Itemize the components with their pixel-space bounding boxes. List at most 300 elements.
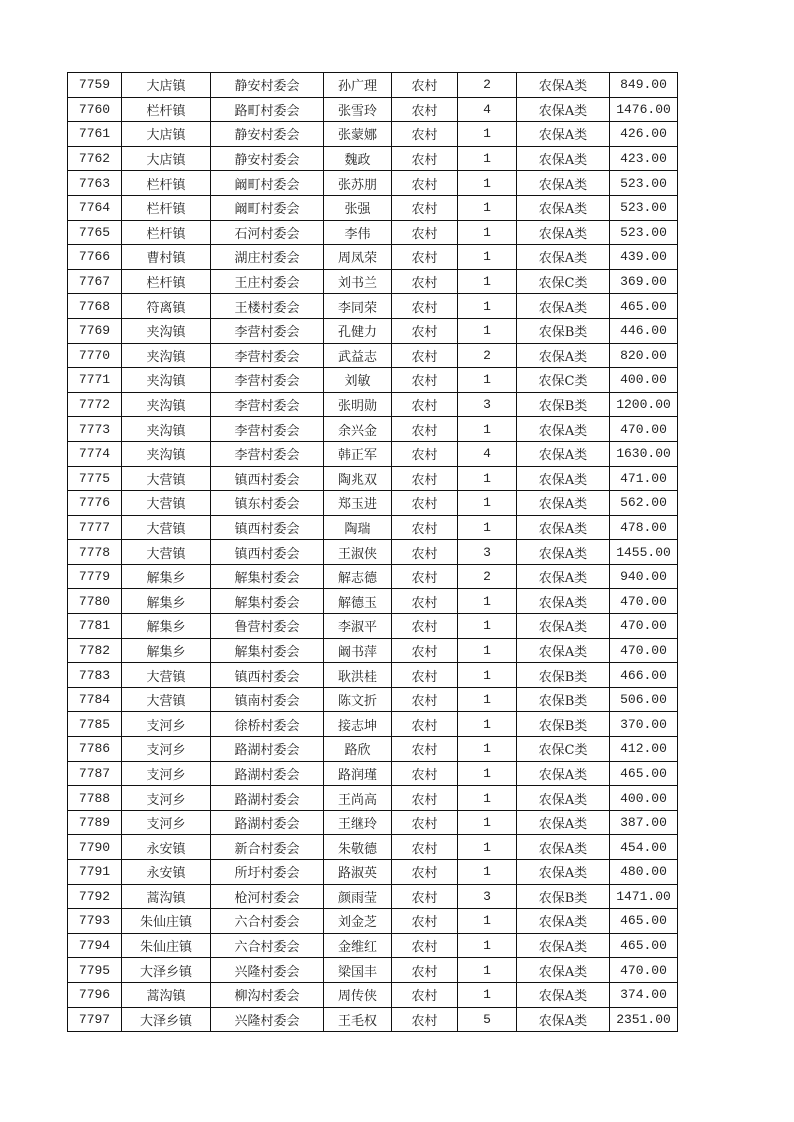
household-count-cell: 1 <box>458 466 517 491</box>
household-count-cell: 1 <box>458 810 517 835</box>
person-name-cell: 路欣 <box>324 737 392 762</box>
table-row <box>68 368 678 393</box>
village-committee-cell: 枪河村委会 <box>211 884 324 909</box>
village-committee-cell: 路湖村委会 <box>211 810 324 835</box>
amount-cell: 849.00 <box>610 73 678 98</box>
insurance-category-cell: 农保A类 <box>517 810 610 835</box>
person-name-cell: 王淑侠 <box>324 540 392 565</box>
table-row <box>68 245 678 270</box>
record-id-cell: 7778 <box>68 540 122 565</box>
town-cell: 蒿沟镇 <box>122 982 211 1007</box>
person-name-cell: 梁国丰 <box>324 958 392 983</box>
table-row <box>68 786 678 811</box>
insurance-category-cell: 农保A类 <box>517 441 610 466</box>
town-cell: 支河乡 <box>122 761 211 786</box>
household-count-cell: 1 <box>458 195 517 220</box>
insurance-category-cell: 农保A类 <box>517 614 610 639</box>
amount-cell: 400.00 <box>610 786 678 811</box>
household-count-cell: 1 <box>458 269 517 294</box>
person-name-cell: 张苏朋 <box>324 171 392 196</box>
amount-cell: 465.00 <box>610 761 678 786</box>
table-row <box>68 441 678 466</box>
town-cell: 解集乡 <box>122 589 211 614</box>
person-name-cell: 陈文折 <box>324 687 392 712</box>
town-cell: 夹沟镇 <box>122 392 211 417</box>
table-row <box>68 343 678 368</box>
record-id-cell: 7764 <box>68 195 122 220</box>
household-count-cell: 5 <box>458 1007 517 1032</box>
town-cell: 夹沟镇 <box>122 318 211 343</box>
table-row <box>68 884 678 909</box>
household-count-cell: 2 <box>458 343 517 368</box>
insurance-category-cell: 农保A类 <box>517 343 610 368</box>
village-committee-cell: 静安村委会 <box>211 146 324 171</box>
record-id-cell: 7783 <box>68 663 122 688</box>
person-name-cell: 郑玉进 <box>324 491 392 516</box>
insurance-category-cell: 农保A类 <box>517 1007 610 1032</box>
record-id-cell: 7782 <box>68 638 122 663</box>
household-count-cell: 1 <box>458 933 517 958</box>
area-type-cell: 农村 <box>392 860 458 885</box>
area-type-cell: 农村 <box>392 146 458 171</box>
village-committee-cell: 解集村委会 <box>211 564 324 589</box>
insurance-category-cell: 农保B类 <box>517 687 610 712</box>
town-cell: 大店镇 <box>122 146 211 171</box>
insurance-category-cell: 农保A类 <box>517 909 610 934</box>
record-id-cell: 7794 <box>68 933 122 958</box>
amount-cell: 1471.00 <box>610 884 678 909</box>
town-cell: 支河乡 <box>122 810 211 835</box>
table-row <box>68 810 678 835</box>
record-id-cell: 7759 <box>68 73 122 98</box>
record-id-cell: 7793 <box>68 909 122 934</box>
insurance-category-cell: 农保B类 <box>517 884 610 909</box>
household-count-cell: 1 <box>458 589 517 614</box>
table-row <box>68 146 678 171</box>
area-type-cell: 农村 <box>392 982 458 1007</box>
insurance-category-cell: 农保B类 <box>517 663 610 688</box>
village-committee-cell: 李营村委会 <box>211 318 324 343</box>
amount-cell: 400.00 <box>610 368 678 393</box>
insurance-category-cell: 农保A类 <box>517 860 610 885</box>
village-committee-cell: 路湖村委会 <box>211 737 324 762</box>
record-id-cell: 7781 <box>68 614 122 639</box>
amount-cell: 940.00 <box>610 564 678 589</box>
person-name-cell: 张明勋 <box>324 392 392 417</box>
village-committee-cell: 湖庄村委会 <box>211 245 324 270</box>
area-type-cell: 农村 <box>392 122 458 147</box>
insurance-category-cell: 农保C类 <box>517 368 610 393</box>
household-count-cell: 1 <box>458 712 517 737</box>
household-count-cell: 1 <box>458 122 517 147</box>
amount-cell: 454.00 <box>610 835 678 860</box>
village-committee-cell: 李营村委会 <box>211 392 324 417</box>
town-cell: 大营镇 <box>122 663 211 688</box>
amount-cell: 426.00 <box>610 122 678 147</box>
table-row <box>68 97 678 122</box>
amount-cell: 562.00 <box>610 491 678 516</box>
insurance-category-cell: 农保A类 <box>517 933 610 958</box>
person-name-cell: 阚书萍 <box>324 638 392 663</box>
household-count-cell: 1 <box>458 860 517 885</box>
insurance-category-cell: 农保A类 <box>517 466 610 491</box>
amount-cell: 820.00 <box>610 343 678 368</box>
area-type-cell: 农村 <box>392 540 458 565</box>
household-count-cell: 2 <box>458 73 517 98</box>
table-row <box>68 564 678 589</box>
area-type-cell: 农村 <box>392 712 458 737</box>
insurance-category-cell: 农保A类 <box>517 122 610 147</box>
person-name-cell: 王尚高 <box>324 786 392 811</box>
amount-cell: 465.00 <box>610 294 678 319</box>
table-row <box>68 933 678 958</box>
amount-cell: 465.00 <box>610 933 678 958</box>
amount-cell: 374.00 <box>610 982 678 1007</box>
insurance-category-cell: 农保A类 <box>517 73 610 98</box>
record-id-cell: 7784 <box>68 687 122 712</box>
area-type-cell: 农村 <box>392 195 458 220</box>
table-row <box>68 491 678 516</box>
insurance-category-cell: 农保A类 <box>517 958 610 983</box>
record-id-cell: 7768 <box>68 294 122 319</box>
village-committee-cell: 兴隆村委会 <box>211 958 324 983</box>
person-name-cell: 李伟 <box>324 220 392 245</box>
record-id-cell: 7763 <box>68 171 122 196</box>
town-cell: 栏杆镇 <box>122 195 211 220</box>
village-committee-cell: 解集村委会 <box>211 638 324 663</box>
amount-cell: 470.00 <box>610 589 678 614</box>
town-cell: 大营镇 <box>122 491 211 516</box>
record-id-cell: 7789 <box>68 810 122 835</box>
household-count-cell: 4 <box>458 441 517 466</box>
area-type-cell: 农村 <box>392 466 458 491</box>
table-row <box>68 589 678 614</box>
record-id-cell: 7795 <box>68 958 122 983</box>
insurance-category-cell: 农保A类 <box>517 589 610 614</box>
area-type-cell: 农村 <box>392 269 458 294</box>
household-count-cell: 1 <box>458 737 517 762</box>
town-cell: 支河乡 <box>122 737 211 762</box>
amount-cell: 439.00 <box>610 245 678 270</box>
village-committee-cell: 阚町村委会 <box>211 171 324 196</box>
person-name-cell: 张蒙娜 <box>324 122 392 147</box>
table-row <box>68 687 678 712</box>
table-row <box>68 1007 678 1032</box>
record-id-cell: 7787 <box>68 761 122 786</box>
town-cell: 蒿沟镇 <box>122 884 211 909</box>
person-name-cell: 解德玉 <box>324 589 392 614</box>
village-committee-cell: 李营村委会 <box>211 343 324 368</box>
area-type-cell: 农村 <box>392 589 458 614</box>
insurance-category-cell: 农保C类 <box>517 269 610 294</box>
record-id-cell: 7797 <box>68 1007 122 1032</box>
area-type-cell: 农村 <box>392 294 458 319</box>
insurance-category-cell: 农保A类 <box>517 220 610 245</box>
town-cell: 夹沟镇 <box>122 368 211 393</box>
insurance-category-cell: 农保A类 <box>517 417 610 442</box>
person-name-cell: 周传侠 <box>324 982 392 1007</box>
household-count-cell: 1 <box>458 146 517 171</box>
table-row <box>68 220 678 245</box>
person-name-cell: 韩正军 <box>324 441 392 466</box>
household-count-cell: 3 <box>458 540 517 565</box>
area-type-cell: 农村 <box>392 171 458 196</box>
insurance-category-cell: 农保B类 <box>517 712 610 737</box>
insurance-category-cell: 农保A类 <box>517 294 610 319</box>
amount-cell: 1630.00 <box>610 441 678 466</box>
insurance-category-cell: 农保A类 <box>517 786 610 811</box>
amount-cell: 523.00 <box>610 171 678 196</box>
amount-cell: 1200.00 <box>610 392 678 417</box>
person-name-cell: 陶瑞 <box>324 515 392 540</box>
person-name-cell: 解志德 <box>324 564 392 589</box>
table-row <box>68 737 678 762</box>
person-name-cell: 陶兆双 <box>324 466 392 491</box>
record-id-cell: 7790 <box>68 835 122 860</box>
amount-cell: 423.00 <box>610 146 678 171</box>
household-count-cell: 1 <box>458 958 517 983</box>
household-count-cell: 1 <box>458 835 517 860</box>
area-type-cell: 农村 <box>392 737 458 762</box>
person-name-cell: 刘敏 <box>324 368 392 393</box>
household-count-cell: 1 <box>458 638 517 663</box>
village-committee-cell: 徐桥村委会 <box>211 712 324 737</box>
table-row <box>68 540 678 565</box>
village-committee-cell: 李营村委会 <box>211 368 324 393</box>
person-name-cell: 朱敬德 <box>324 835 392 860</box>
area-type-cell: 农村 <box>392 515 458 540</box>
area-type-cell: 农村 <box>392 786 458 811</box>
town-cell: 栏杆镇 <box>122 97 211 122</box>
table-row <box>68 269 678 294</box>
record-id-cell: 7765 <box>68 220 122 245</box>
area-type-cell: 农村 <box>392 884 458 909</box>
town-cell: 栏杆镇 <box>122 269 211 294</box>
amount-cell: 523.00 <box>610 220 678 245</box>
table-row <box>68 860 678 885</box>
table-row <box>68 392 678 417</box>
area-type-cell: 农村 <box>392 663 458 688</box>
table-row <box>68 958 678 983</box>
insurance-category-cell: 农保A类 <box>517 982 610 1007</box>
table-row <box>68 982 678 1007</box>
record-id-cell: 7771 <box>68 368 122 393</box>
person-name-cell: 刘书兰 <box>324 269 392 294</box>
table-row <box>68 73 678 98</box>
person-name-cell: 王继玲 <box>324 810 392 835</box>
village-committee-cell: 镇西村委会 <box>211 540 324 565</box>
area-type-cell: 农村 <box>392 368 458 393</box>
household-count-cell: 1 <box>458 417 517 442</box>
village-committee-cell: 鲁营村委会 <box>211 614 324 639</box>
record-id-cell: 7785 <box>68 712 122 737</box>
village-committee-cell: 路湖村委会 <box>211 786 324 811</box>
town-cell: 永安镇 <box>122 860 211 885</box>
amount-cell: 506.00 <box>610 687 678 712</box>
village-committee-cell: 镇南村委会 <box>211 687 324 712</box>
town-cell: 符离镇 <box>122 294 211 319</box>
data-table <box>67 72 678 1032</box>
town-cell: 大泽乡镇 <box>122 958 211 983</box>
area-type-cell: 农村 <box>392 97 458 122</box>
household-count-cell: 1 <box>458 245 517 270</box>
insurance-category-cell: 农保A类 <box>517 97 610 122</box>
record-id-cell: 7773 <box>68 417 122 442</box>
record-id-cell: 7772 <box>68 392 122 417</box>
area-type-cell: 农村 <box>392 245 458 270</box>
record-id-cell: 7796 <box>68 982 122 1007</box>
area-type-cell: 农村 <box>392 761 458 786</box>
person-name-cell: 路润瑾 <box>324 761 392 786</box>
village-committee-cell: 兴隆村委会 <box>211 1007 324 1032</box>
village-committee-cell: 李营村委会 <box>211 417 324 442</box>
household-count-cell: 1 <box>458 491 517 516</box>
area-type-cell: 农村 <box>392 220 458 245</box>
village-committee-cell: 路町村委会 <box>211 97 324 122</box>
town-cell: 朱仙庄镇 <box>122 909 211 934</box>
household-count-cell: 4 <box>458 97 517 122</box>
amount-cell: 470.00 <box>610 614 678 639</box>
town-cell: 夹沟镇 <box>122 441 211 466</box>
village-committee-cell: 石河村委会 <box>211 220 324 245</box>
amount-cell: 470.00 <box>610 958 678 983</box>
person-name-cell: 接志坤 <box>324 712 392 737</box>
town-cell: 大营镇 <box>122 687 211 712</box>
person-name-cell: 颜雨莹 <box>324 884 392 909</box>
insurance-category-cell: 农保A类 <box>517 761 610 786</box>
village-committee-cell: 阚町村委会 <box>211 195 324 220</box>
insurance-category-cell: 农保B类 <box>517 392 610 417</box>
town-cell: 解集乡 <box>122 564 211 589</box>
town-cell: 大店镇 <box>122 122 211 147</box>
household-count-cell: 1 <box>458 171 517 196</box>
household-count-cell: 1 <box>458 687 517 712</box>
person-name-cell: 金维红 <box>324 933 392 958</box>
insurance-category-cell: 农保A类 <box>517 491 610 516</box>
town-cell: 解集乡 <box>122 638 211 663</box>
amount-cell: 1476.00 <box>610 97 678 122</box>
village-committee-cell: 静安村委会 <box>211 73 324 98</box>
person-name-cell: 刘金芝 <box>324 909 392 934</box>
record-id-cell: 7774 <box>68 441 122 466</box>
household-count-cell: 1 <box>458 368 517 393</box>
record-id-cell: 7776 <box>68 491 122 516</box>
table-row <box>68 318 678 343</box>
person-name-cell: 武益志 <box>324 343 392 368</box>
town-cell: 大店镇 <box>122 73 211 98</box>
person-name-cell: 李同荣 <box>324 294 392 319</box>
person-name-cell: 张强 <box>324 195 392 220</box>
record-id-cell: 7780 <box>68 589 122 614</box>
household-count-cell: 1 <box>458 982 517 1007</box>
area-type-cell: 农村 <box>392 687 458 712</box>
area-type-cell: 农村 <box>392 392 458 417</box>
household-count-cell: 1 <box>458 614 517 639</box>
amount-cell: 369.00 <box>610 269 678 294</box>
village-committee-cell: 所圩村委会 <box>211 860 324 885</box>
table-row <box>68 712 678 737</box>
household-count-cell: 2 <box>458 564 517 589</box>
household-count-cell: 1 <box>458 786 517 811</box>
record-id-cell: 7788 <box>68 786 122 811</box>
amount-cell: 466.00 <box>610 663 678 688</box>
record-id-cell: 7779 <box>68 564 122 589</box>
record-id-cell: 7769 <box>68 318 122 343</box>
table-row <box>68 614 678 639</box>
table-row <box>68 466 678 491</box>
record-id-cell: 7775 <box>68 466 122 491</box>
amount-cell: 446.00 <box>610 318 678 343</box>
area-type-cell: 农村 <box>392 638 458 663</box>
insurance-category-cell: 农保B类 <box>517 318 610 343</box>
insurance-category-cell: 农保A类 <box>517 835 610 860</box>
village-committee-cell: 六合村委会 <box>211 909 324 934</box>
table-row <box>68 515 678 540</box>
area-type-cell: 农村 <box>392 417 458 442</box>
record-id-cell: 7767 <box>68 269 122 294</box>
village-committee-cell: 镇西村委会 <box>211 515 324 540</box>
insurance-category-cell: 农保A类 <box>517 171 610 196</box>
town-cell: 大营镇 <box>122 540 211 565</box>
village-committee-cell: 六合村委会 <box>211 933 324 958</box>
amount-cell: 412.00 <box>610 737 678 762</box>
area-type-cell: 农村 <box>392 491 458 516</box>
village-committee-cell: 镇西村委会 <box>211 663 324 688</box>
table-row <box>68 417 678 442</box>
area-type-cell: 农村 <box>392 835 458 860</box>
town-cell: 夹沟镇 <box>122 343 211 368</box>
village-committee-cell: 静安村委会 <box>211 122 324 147</box>
insurance-category-cell: 农保A类 <box>517 564 610 589</box>
area-type-cell: 农村 <box>392 909 458 934</box>
town-cell: 永安镇 <box>122 835 211 860</box>
village-committee-cell: 路湖村委会 <box>211 761 324 786</box>
area-type-cell: 农村 <box>392 564 458 589</box>
person-name-cell: 余兴金 <box>324 417 392 442</box>
area-type-cell: 农村 <box>392 958 458 983</box>
village-committee-cell: 王庄村委会 <box>211 269 324 294</box>
amount-cell: 387.00 <box>610 810 678 835</box>
person-name-cell: 孔健力 <box>324 318 392 343</box>
town-cell: 支河乡 <box>122 786 211 811</box>
record-id-cell: 7760 <box>68 97 122 122</box>
amount-cell: 1455.00 <box>610 540 678 565</box>
town-cell: 解集乡 <box>122 614 211 639</box>
town-cell: 曹村镇 <box>122 245 211 270</box>
record-id-cell: 7791 <box>68 860 122 885</box>
person-name-cell: 耿洪桂 <box>324 663 392 688</box>
insurance-category-cell: 农保A类 <box>517 245 610 270</box>
village-committee-cell: 王楼村委会 <box>211 294 324 319</box>
amount-cell: 470.00 <box>610 638 678 663</box>
area-type-cell: 农村 <box>392 614 458 639</box>
household-count-cell: 1 <box>458 515 517 540</box>
household-count-cell: 1 <box>458 909 517 934</box>
area-type-cell: 农村 <box>392 343 458 368</box>
area-type-cell: 农村 <box>392 441 458 466</box>
town-cell: 夹沟镇 <box>122 417 211 442</box>
table-row <box>68 195 678 220</box>
town-cell: 栏杆镇 <box>122 171 211 196</box>
amount-cell: 478.00 <box>610 515 678 540</box>
table-row <box>68 294 678 319</box>
record-id-cell: 7777 <box>68 515 122 540</box>
table-row <box>68 909 678 934</box>
village-committee-cell: 镇西村委会 <box>211 466 324 491</box>
town-cell: 大营镇 <box>122 515 211 540</box>
household-count-cell: 1 <box>458 761 517 786</box>
table-row <box>68 122 678 147</box>
